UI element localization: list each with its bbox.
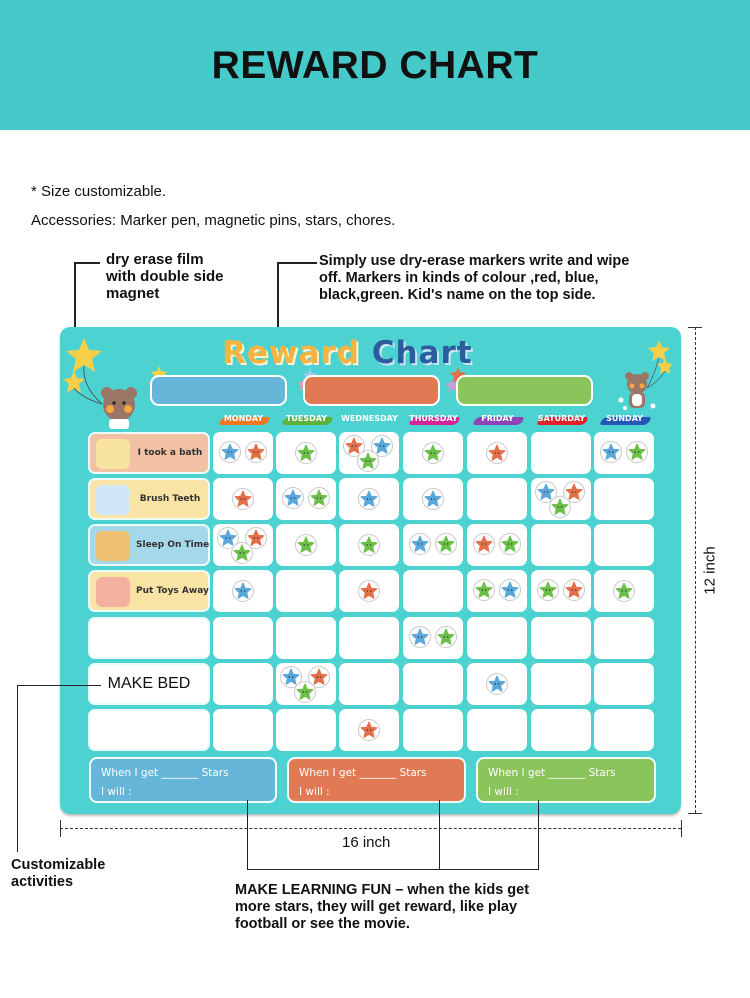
day-cell[interactable] xyxy=(213,524,273,566)
blue-star-sticker-icon[interactable] xyxy=(600,441,622,463)
task-label: I took a bath xyxy=(137,448,203,458)
green-star-sticker-icon[interactable] xyxy=(295,534,317,556)
day-cell[interactable] xyxy=(403,570,463,612)
dimension-tick xyxy=(681,820,682,837)
day-header-saturday: SATURDAY xyxy=(530,411,593,427)
green-star-sticker-icon[interactable] xyxy=(549,496,571,518)
height-dimension-line xyxy=(695,327,696,813)
day-cell[interactable] xyxy=(339,478,399,520)
callout-line xyxy=(538,800,539,870)
blue-star-sticker-icon[interactable] xyxy=(282,487,304,509)
day-cell[interactable] xyxy=(594,709,654,751)
day-cell[interactable] xyxy=(594,478,654,520)
task-row-2-label-cell[interactable] xyxy=(88,478,210,520)
day-cell[interactable] xyxy=(467,663,527,705)
task-row-3-label-cell[interactable] xyxy=(88,524,210,566)
green-star-sticker-icon[interactable] xyxy=(357,450,379,472)
task-illustration-icon xyxy=(96,577,130,607)
day-cell[interactable] xyxy=(403,524,463,566)
blue-star-sticker-icon[interactable] xyxy=(422,488,444,510)
kid-name-box-1[interactable] xyxy=(150,375,287,406)
kid-name-box-2[interactable] xyxy=(303,375,440,406)
day-cell[interactable] xyxy=(531,478,591,520)
day-cell[interactable] xyxy=(594,663,654,705)
day-cell[interactable] xyxy=(403,709,463,751)
blue-star-sticker-icon[interactable] xyxy=(232,580,254,602)
day-cell[interactable] xyxy=(531,570,591,612)
blue-star-sticker-icon[interactable] xyxy=(219,441,241,463)
day-cell[interactable] xyxy=(403,617,463,659)
day-cell[interactable] xyxy=(531,617,591,659)
reward-box-1[interactable]: When I get _______ Stars I will : xyxy=(89,757,277,803)
day-header-tuesday: TUESDAY xyxy=(275,411,338,427)
task-illustration-icon xyxy=(96,531,130,561)
green-star-sticker-icon[interactable] xyxy=(537,579,559,601)
red-star-sticker-icon[interactable] xyxy=(563,579,585,601)
bear-left-icon xyxy=(98,385,140,429)
green-star-sticker-icon[interactable] xyxy=(358,534,380,556)
day-cell[interactable] xyxy=(339,709,399,751)
green-star-sticker-icon[interactable] xyxy=(473,579,495,601)
accessories-note: Accessories: Marker pen, magnetic pins, stars, chores. xyxy=(31,212,396,229)
blue-star-sticker-icon[interactable] xyxy=(486,673,508,695)
task-illustration-icon xyxy=(96,485,130,515)
day-cell[interactable] xyxy=(213,432,273,474)
task-label: Sleep On Time xyxy=(136,540,210,550)
day-cell[interactable] xyxy=(276,570,336,612)
day-cell[interactable] xyxy=(339,617,399,659)
red-star-sticker-icon[interactable] xyxy=(245,441,267,463)
day-cell[interactable] xyxy=(403,478,463,520)
day-cell[interactable] xyxy=(594,432,654,474)
task-label xyxy=(136,711,204,749)
blue-star-sticker-icon[interactable] xyxy=(358,488,380,510)
day-cell[interactable] xyxy=(467,478,527,520)
size-note: * Size customizable. xyxy=(31,183,167,200)
task-label: Put Toys Away xyxy=(136,586,209,596)
day-cell[interactable] xyxy=(276,478,336,520)
day-header-friday: FRIDAY xyxy=(466,411,529,427)
day-cell[interactable] xyxy=(403,663,463,705)
board-title: Reward Chart xyxy=(222,335,473,371)
day-cell[interactable] xyxy=(339,570,399,612)
task-label: MAKE BED xyxy=(107,675,191,692)
day-cell[interactable] xyxy=(339,432,399,474)
wave-divider xyxy=(0,108,750,132)
day-cell[interactable] xyxy=(276,432,336,474)
green-star-sticker-icon[interactable] xyxy=(626,441,648,463)
callout-line xyxy=(17,685,18,852)
task-illustration-icon xyxy=(96,439,130,469)
callout-line xyxy=(247,800,248,870)
day-cell[interactable] xyxy=(467,570,527,612)
day-cell[interactable] xyxy=(531,524,591,566)
green-star-sticker-icon[interactable] xyxy=(294,681,316,703)
red-star-sticker-icon[interactable] xyxy=(232,488,254,510)
day-cell[interactable] xyxy=(339,663,399,705)
callout-line xyxy=(277,262,317,264)
green-star-sticker-icon[interactable] xyxy=(613,580,635,602)
task-row-5-label-cell[interactable] xyxy=(88,617,210,659)
blue-star-sticker-icon[interactable] xyxy=(499,579,521,601)
task-row-7-label-cell[interactable] xyxy=(88,709,210,751)
dimension-tick xyxy=(688,813,702,814)
task-row-1-label-cell[interactable] xyxy=(88,432,210,474)
page-title: REWARD CHART xyxy=(211,44,539,87)
width-dimension-label: 16 inch xyxy=(342,834,391,851)
day-header-monday: MONDAY xyxy=(212,411,275,427)
day-cell[interactable] xyxy=(531,432,591,474)
day-cell[interactable] xyxy=(213,663,273,705)
red-star-sticker-icon[interactable] xyxy=(358,580,380,602)
green-star-sticker-icon[interactable] xyxy=(308,487,330,509)
markers-callout: Simply use dry-erase markers write and wipe off. Markers in kinds of colour ,red, blue, black,green. Kid's name on the top side. xyxy=(319,253,630,303)
day-cell[interactable] xyxy=(339,524,399,566)
green-star-sticker-icon[interactable] xyxy=(231,542,253,564)
day-cell[interactable] xyxy=(467,524,527,566)
day-cell[interactable] xyxy=(276,524,336,566)
reward-box-3[interactable]: When I get _______ Stars I will : xyxy=(476,757,656,803)
callout-line xyxy=(247,869,539,870)
day-cell[interactable] xyxy=(467,617,527,659)
task-row-4-label-cell[interactable] xyxy=(88,570,210,612)
day-header-thursday: THURSDAY xyxy=(402,411,465,427)
day-cell[interactable] xyxy=(213,617,273,659)
callout-line xyxy=(74,262,76,327)
blue-star-sticker-icon[interactable] xyxy=(409,533,431,555)
day-cell[interactable] xyxy=(531,663,591,705)
callout-line xyxy=(74,262,100,264)
red-star-sticker-icon[interactable] xyxy=(486,442,508,464)
red-star-sticker-icon[interactable] xyxy=(473,533,495,555)
customizable-callout: Customizable activities xyxy=(11,857,106,890)
day-cell[interactable] xyxy=(594,524,654,566)
height-dimension-label: 12 inch xyxy=(701,546,719,595)
width-dimension-line xyxy=(60,828,681,829)
green-star-sticker-icon[interactable] xyxy=(435,533,457,555)
green-star-sticker-icon[interactable] xyxy=(295,442,317,464)
film-callout: dry erase film with double side magnet xyxy=(106,251,224,302)
day-cell[interactable] xyxy=(276,617,336,659)
task-label: Brush Teeth xyxy=(139,494,201,504)
reward-box-2[interactable]: When I get _______ Stars I will : xyxy=(287,757,466,803)
blue-star-sticker-icon[interactable] xyxy=(409,626,431,648)
day-cell[interactable] xyxy=(594,617,654,659)
kid-name-box-3[interactable] xyxy=(456,375,593,406)
learning-callout: MAKE LEARNING FUN – when the kids get more stars, they will get reward, like play football or see the movie. xyxy=(235,882,530,932)
header-banner xyxy=(0,0,750,130)
task-row-6-label-cell[interactable] xyxy=(88,663,210,705)
red-star-sticker-icon[interactable] xyxy=(358,719,380,741)
callout-line xyxy=(17,685,101,686)
task-label xyxy=(136,619,204,657)
green-star-sticker-icon[interactable] xyxy=(422,442,444,464)
green-star-sticker-icon[interactable] xyxy=(435,626,457,648)
green-star-sticker-icon[interactable] xyxy=(499,533,521,555)
day-cell[interactable] xyxy=(276,663,336,705)
bear-right-icon xyxy=(617,338,675,413)
callout-line xyxy=(439,800,440,870)
day-header-wednesday: WEDNESDAY xyxy=(341,414,398,423)
day-cell[interactable] xyxy=(531,709,591,751)
day-cell[interactable] xyxy=(213,570,273,612)
day-cell[interactable] xyxy=(213,478,273,520)
day-cell[interactable] xyxy=(403,432,463,474)
day-cell[interactable] xyxy=(213,709,273,751)
day-cell[interactable] xyxy=(276,709,336,751)
day-cell[interactable] xyxy=(467,432,527,474)
day-cell[interactable] xyxy=(594,570,654,612)
day-header-sunday: SUNDAY xyxy=(593,411,656,427)
day-cell[interactable] xyxy=(467,709,527,751)
